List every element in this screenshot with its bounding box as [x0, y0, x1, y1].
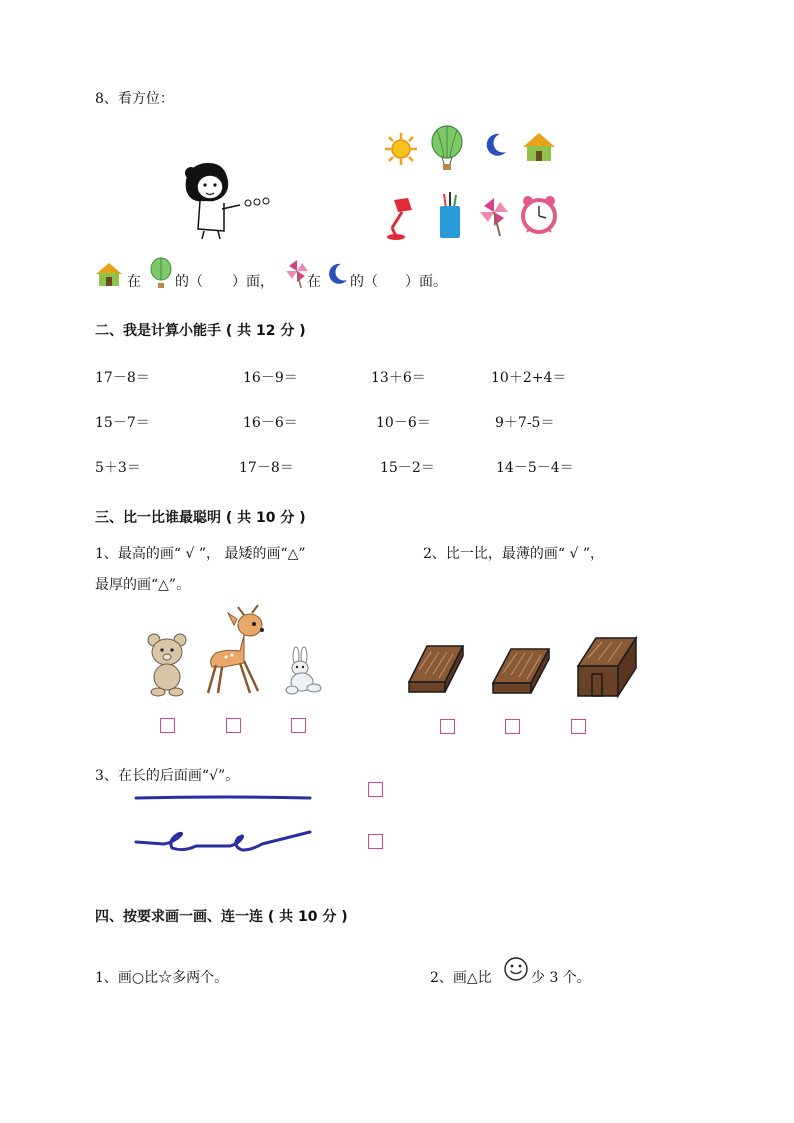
house-icon [95, 262, 123, 288]
sun-icon [384, 132, 418, 166]
pencil-holder-icon [436, 192, 464, 240]
straight-line [134, 792, 314, 804]
q8-title: 8、看方位： [95, 91, 174, 107]
calc-item: 16－6＝ [243, 415, 298, 431]
question-text: 2、比一比，最薄的画“ √ ”， [423, 546, 605, 562]
question-text: 1、最高的画“ √ ”， 最矮的画“△” [95, 546, 306, 562]
answer-box[interactable] [505, 719, 520, 734]
calc-item: 16－9＝ [243, 370, 298, 386]
hot-air-balloon-icon [149, 258, 173, 290]
q8-word: 的（ [175, 274, 203, 290]
answer-box[interactable] [291, 718, 306, 733]
answer-box[interactable] [571, 719, 586, 734]
moon-icon [327, 262, 349, 286]
answer-box[interactable] [226, 718, 241, 733]
moon-icon [484, 132, 508, 158]
bear-icon [144, 632, 190, 698]
thin-book-icon [405, 640, 465, 696]
calc-item: 5＋3＝ [95, 460, 141, 476]
calc-item: 17－8＝ [95, 370, 150, 386]
q8-word: 在 [127, 274, 141, 290]
question-text: 2、画△比 [430, 970, 492, 986]
pinwheel-icon [476, 196, 512, 238]
calc-item: 13＋6＝ [371, 370, 426, 386]
section-title: 二、我是计算小能手 ( 共 12 分 ) [95, 323, 306, 339]
thick-book-icon [574, 636, 638, 700]
answer-box[interactable] [440, 719, 455, 734]
calc-item: 9＋7-5＝ [495, 415, 555, 431]
calc-item: 14－5－4＝ [496, 460, 574, 476]
rabbit-icon [282, 648, 324, 696]
house-icon [522, 132, 556, 162]
q8-word: ）面， [232, 274, 274, 290]
calc-item: 17－8＝ [239, 460, 294, 476]
question-text: 最厚的画“△”。 [95, 577, 191, 593]
curly-line [134, 826, 314, 856]
answer-box[interactable] [368, 834, 383, 849]
calc-item: 10－6＝ [376, 415, 431, 431]
question-text: 1、画○比☆多两个。 [95, 970, 229, 986]
question-text: 少 3 个。 [531, 970, 591, 986]
section-title: 三、比一比谁最聪明 ( 共 10 分 ) [95, 510, 306, 526]
calc-item: 15－2＝ [380, 460, 435, 476]
answer-box[interactable] [160, 718, 175, 733]
alarm-clock-icon [519, 194, 559, 236]
medium-book-icon [489, 645, 551, 697]
desk-lamp-icon [384, 196, 418, 240]
deer-icon [204, 605, 272, 697]
q8-word: 的（ [350, 274, 378, 290]
question-text: 3、在长的后面画“√”。 [95, 768, 240, 784]
calc-item: 15－7＝ [95, 415, 150, 431]
q8-word: 在 [307, 274, 321, 290]
calc-item: 10＋2+4＝ [491, 370, 567, 386]
smiley-face-icon [503, 956, 529, 982]
hot-air-balloon-icon [430, 126, 464, 172]
answer-box[interactable] [368, 782, 383, 797]
section-title: 四、按要求画一画、连一连 ( 共 10 分 ) [95, 909, 348, 925]
girl-pointing-icon [178, 155, 278, 241]
q8-word: ）面。 [405, 274, 447, 290]
